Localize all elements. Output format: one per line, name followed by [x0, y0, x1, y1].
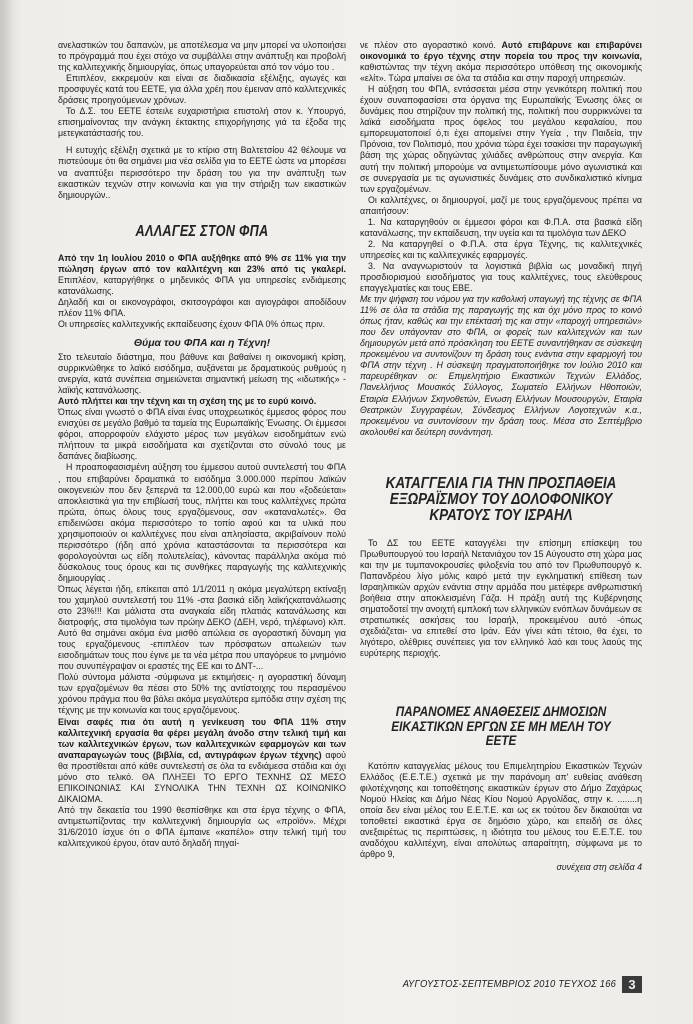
heading-line: ΕΞΩΡΑΪΣΜΟΥ ΤΟΥ ΔΟΛΟΦΟΝΙΚΟΥ	[389, 490, 613, 508]
paragraph: Επιπλέον, εκκρεμούν και είναι σε διαδικασία εξέλιξης, αγωγές και προσφυγές κατά του ΕΕΤΕ, για άλλα χρέη που έμειναν από καλλιτεχνικές δράσεις προηγούμενων χρόνων.	[58, 73, 346, 106]
paragraph: Οι καλλιτέχνες, οι δημιουργοί, μαζί με τους εργαζόμενους πρέπει να απαιτήσουν:	[360, 194, 642, 216]
paragraph: Η αύξηση του ΦΠΑ, εντάσσεται μέσα στην γενικότερη πολιτική που έχουν συναποφασίσει στα όργανα της Ευρωπαϊκής Ένωσης όλες οι δυνάμεις που στηρίζουν την πολιτική της, πολιτική που συρρικνώνει τα λαϊκά εισοδήματα προς όφελος του μεγάλου κεφαλαίου, που εμπορευματοποιεί ό,τι έχει απομείνει στην Υγεία , την Παιδεία, την Πρόνοια, τον Πολιτισμό, που χρόνια τώρα έχει τσακίσει την παραγωγική βάση της χώρας οδηγώντας χιλιάδες ανθρώπους στην ανεργία. Και αυτή την πολιτική μπορούμε να αντιμετωπίσουμε μόνο αγωνιστικά και σε συνεργασία με τις αγωνιστικές δυνάμεις στο συνδικαλιστικό κίνημα των εργαζομένων.	[360, 84, 642, 194]
paragraph-rest: αφού θα προστίθεται από κάθε συντελεστή σε όλα τα ενδιάμεσα στάδια και όχι μόνο στο τελικό. ΘΑ ΠΛΗΞΕΙ ΤΟ ΕΡΓΟ ΤΕΧΝΗΣ ΩΣ ΜΕΣΟ ΕΠΙΚΟΙΝΩΝΙΑΣ ΚΑΙ ΣΥΝΟΛΙΚΑ ΤΗΝ ΤΕΧΝΗ ΩΣ ΚΟΙΝΩΝΙΚΟ ΔΙΚΑΙΩΜΑ.	[58, 749, 347, 804]
paragraph: Η ευτυχής εξέλιξη σχετικά με το κτίριο στη Βαλτετσίου 42 θέλουμε να πιστεύουμε ότι θα σημάνει μια νέα σελίδα για το ΕΕΤΕ ώστε να μπορέσει να αναπτύξει περισσότερο την δράση του για την ανάπτυξη των εικαστικών τεχνών στην κοινωνία και για την στήριξη των εικαστικών δημιουργών..	[58, 145, 346, 200]
issue-info: ΑΥΓΟΥΣΤΟΣ-ΣΕΠΤΕΜΒΡΙΟΣ 2010 ΤΕΥΧΟΣ 166	[402, 978, 616, 990]
paragraph: 3. Να αναγνωριστούν τα λογιστικά βιβλία ως μοναδική πηγή προσδιορισμού εισοδήματος για τους καλλιτέχνες, τους ελεύθερους επαγγελματίες και τους ΕΒΕ.	[360, 260, 642, 294]
paragraph-bold: Αυτό πλήττει και την τέχνη και τη σχέση της με το ευρύ κοινό.	[58, 396, 317, 407]
paragraph	[360, 40, 642, 84]
binding-shadow	[0, 0, 14, 1024]
paragraph: 2. Να καταργηθεί ο Φ.Π.Α. στα έργα Τέχνης, τις καλλιτεχνικές υπηρεσίες και τις καλλιτεχνικές εφαρμογές.	[360, 238, 642, 260]
paragraph: Πολύ σύντομα μάλιστα -σύμφωνα με εκτιμήσεις- η αγοραστική δύναμη των εργαζομένων θα πέσει στο 50% της αντίστοιχης του περασμένου χρόνου πράγμα που θα βάλει ακόμα μεγαλύτερα εμπόδια στην σχέση της τέχνης με την κοινωνία και τους εργαζόμενους.	[58, 672, 346, 716]
paragraph-italic: Με την ψήφιση του νόμου για την καθολική υπαγωγή της τέχνης σε ΦΠΑ 11% σε όλα τα στάδια της παραγωγής της και όχι μόνο προς το κοινό όπως ήταν, καθώς και την επέκτασή της και στην «παροχή υπηρεσιών» που δεν υπάγονταν στο ΦΠΑ, οι φορείς των καλλιτεχνών και των δημιουργών μετά από πρόσκληση του ΕΕΤΕ συναντήθηκαν σε σύσκεψη προκειμένου να συντονίζουν τη δράση τους ενάντια στην εφαρμογή του ΦΠΑ στην τέχνη . Η σύσκεψη πραγματοποιήθηκε τον Ιούλιο 2010 και παρευρέθηκαν οι: Επιμελητήριο Εικαστικών Τεχνών Ελλάδος, Πανελλήνιος Μουσικός Σύλλογος, Σωματείο Ελλήνων Ηθοποιών, Εταιρία Ελλήνων Σκηνοθετών, Ενωση Ελλήνων Μουσουργών, Εταιρία Θεατρικών Συγγραφέων, Σύνδεσμος Ελλήνων Λογοτεχνών κ.α., προκειμένου να συντονίσουν την δράση τους. Μέσα στο Σεπτέμβριο ακολουθεί και δεύτερη συνάντηση.	[360, 294, 642, 437]
paragraph: Όπως είναι γνωστό ο ΦΠΑ είναι ένας υποχρεωτικός έμμεσος φόρος που ενισχύει σε μεγάλο βαθμό τα ταμεία της Ευρωπαϊκής Ένωσης. Οι έμμεσοι φόροι, απορροφούν ελάχιστο μέρος των μεγάλων εισοδημάτων ενώ πλήττουν τα μικρά εισοδήματα και σχετίζονται στο σύνολό τους με δαπάνες διαβίωσης.	[58, 407, 346, 462]
page-footer	[360, 975, 642, 993]
paragraph: Στο τελευταίο διάστημα, που βάθυνε και βαθαίνει η οικονομική κρίση, συρρικνώθηκε το λαϊκό εισόδημα, αυξάνεται με δραματικούς ρυθμούς η ανεργία, κατά συνέπεια σημειώνεται σημαντική μείωση της «ιδωτικής» - λαϊκής κατανάλωσης.	[58, 351, 346, 396]
paragraph-rest: καθιστώντας την τέχνη ακόμα περισσότερο υπόθεση της οικονομικής «ελίτ». Τώρα μπαίνει σε όλα τα στάδια και στην παροχή υπηρεσιών.	[360, 62, 642, 84]
paragraph: Οι υπηρεσίες καλλιτεχνικής εκπαίδευσης έχουν ΦΠΑ 0% όπως πριν.	[58, 318, 326, 329]
right-column	[360, 40, 642, 872]
paragraph: Το ΔΣ του ΕΕΤΕ καταγγέλει την επίσημη επίσκεψη του Πρωθυπουργού του Ισραήλ Νετανιάχου τον 15 Αύγουστο στη χώρα μας και την με τυμπανοκρουσίες φιλοξενία του από τον Πρωθυπουργό κ. Παπανδρέου λίγο μόλις καιρό μετά την εγκληματική επίθεση των Ισραηλιτικών αρχών ενάντια στην αρμάδα που μετέφερε ανθρωπιστική βοήθεια στην αποκλεισμένη Γάζα. Η πράξη αυτή της Κυβέρνησης σηματοδοτεί την ανοιχτή εμπλοκή των ελληνικών ενόπλων δυνάμεων σε στρατιωτικές ασκήσεις του Ισραήλ, προκειμένου αυτό -όπως σχεδιάζεται- να επιτεθεί στο Ιράν. Εάν γίνει κάτι τέτοιο, θα έχει, το λιγότερο, ολέθριες συνέπειες για τον ελληνικό λαό και τους λαούς της ευρύτερης περιοχής.	[360, 537, 642, 659]
page-number: 3	[622, 976, 642, 993]
paragraph	[58, 717, 346, 805]
paragraph-start: νε πλέον στο αγοραστικό κοινό.	[360, 40, 502, 50]
left-column	[58, 40, 346, 849]
paragraph: Η προαποφασισμένη αύξηση του έμμεσου αυτού συντελεστή του ΦΠΑ , που επιβαρύνει δραματικά το εισόδημα 3.000.000 περίπου λαϊκών οικογενειών που δεν ξεπερνά τα 12.000,00 ευρώ και που «ξοδεύεται» αποκλειστικά για την επιβίωσή τους, πλήττει και τους καλλιτέχνες πρώτα πρώτα, όπως όλους τους εργαζόμενους, σαν «καταναλωτές». Θα επιδεινώσει ακόμα περισσότερο το τοπίο αφού και τα υλικά που χρησιμοποιούν οι καλλιτέχνες που είναι απλησίαστα, ακριβαίνουν πολύ περισσότερο (ήδη από χρόνια καταστάσονται τα περισσότερα και φορολογούνται ως είδη πολυτελείας), κάνοντας παράλληλα ακόμα πιό δύσκολους τους όρους και τις συνθήκες παραγωγής της καλλιτεχνικής δημιουργίας .	[58, 462, 346, 583]
heading-line: ΠΑΡΑΝΟΜΕΣ ΑΝΑΘΕΣΕΙΣ ΔΗΜΟΣΙΩΝ	[395, 704, 607, 721]
heading-line: ΚΡΑΤΟΥΣ ΤΟΥ ΙΣΡΑΗΛ	[429, 506, 573, 524]
heading-line: ΕΙΚΑΣΤΙΚΩΝ ΕΡΓΩΝ ΣΕ ΜΗ ΜΕΛΗ ΤΟΥ ΕΕΤΕ	[391, 718, 611, 750]
paragraph: Δηλαδή και οι εικονογράφοι, σκιτσογράφοι και αγιογράφοι αποδίδουν πλέον 11% ΦΠΑ.	[58, 296, 346, 318]
bold-lead: Αυτό επιβάρυνε και επιβαρύνει οικονομικά το έργο τέχνης στην πορεία του προς την κοινωνία,	[360, 40, 642, 62]
paragraph: Κατόπιν καταγγελίας μέλους του Επιμελητηρίου Εικαστικών Τεχνών Ελλάδος (Ε.Ε.Τ.Ε.) σχετικά με την παράνομη απ' ευθείας ανάθεση φιλοτέχνησης και τοποθέτησης εικαστικών έργων στο Δήμο Ζαχάρως Νομού Ηλείας και Δήμο Νέας Κίου Νομού Αργολίδας, στην κ. ........η οποία δεν είναι μέλος του Ε.Ε.Τ.Ε. και ως εκ τούτου δεν δικαιούται να τοποθετεί εικαστικά έργα σε δημόσιο χώρο, και επειδή σε όλες ανεξαιρέτως τις περιπτώσεις, η ιδιότητα του μέλους του Ε.Ε.Τ.Ε. του αναδόχου καλλιτέχνη, είναι απολύτως απαραίτητη, σύμφωνα με το άρθρο 9,	[360, 760, 642, 860]
heading-illegal-assignments	[384, 705, 618, 749]
paragraph: Το Δ.Σ. του ΕΕΤΕ έστειλε ευχαριστήρια επιστολή στον κ. Υπουργό, επισημαίνοντας την ανάγκη έκτακτης επιχορήγησης γιά τα έξοδα της μετεγκατάστασής του.	[58, 106, 346, 139]
heading-vat-changes: ΑΛΛΑΓΕΣ ΣΤΟΝ ΦΠΑ	[135, 222, 269, 240]
paragraph: Από την δεκαετία του 1990 θεσπίσθηκε και στα έργα τέχνης ο ΦΠΑ, αντιμετωπίζοντας την καλλιτεχνική δημιουργία ως «προϊόν». Μέχρι 31/6/2010 ίσχυε ότι ο ΦΠΑ έμπαινε «καπέλο» στην τελική τιμή του καλλιτεχνικού έργου, όταν αυτό δηλαδή πηγαί-	[58, 804, 346, 849]
paragraph	[58, 253, 346, 297]
paragraph: Όπως λέγεται ήδη, επίκειται από 1/1/2011 η ακόμα μεγαλύτερη εκτίναξη του χαμηλού συντελεστή του 11% -στα βασικά είδη λαϊκήςκατανάλωσης στο 23%!!! Και μάλιστα στα αναγκαία είδη πλατιάς κατανάλωσης και διατροφής, στα τιμολόγια των πρώην ΔΕΚΟ (ΔΕΗ, νερό, τηλέφωνο) κλπ. Αυτό θα σημάνει ακόμα ένα μισθό απώλεια σε αγοραστική δύναμη για τους εργαζόμενους -επιπλέον των πρόσφατων απωλειών των εισοδημάτων τους που έγινε με τα νέα μέτρα που υπαγόρευε το μνημόνιο που συνυπέγραψαν οι εραστές της ΕΕ και το ΔΝΤ-...	[58, 583, 346, 672]
continued-note: συνέχεια στη σελίδα 4	[556, 862, 642, 873]
paragraph: ανελαστικών του δαπανών, με αποτέλεσμα να μην μπορεί να υλοποιήσει το πρόγραμμά που έχει στόχο να συμβάλλει στην ανάπτυξη και προβολή της καλλιτεχνικής δημιουργίας, όπως υπαγορεύεται από τον νόμο του .	[58, 40, 346, 73]
heading-line: ΚΑΤΑΓΓΕΛΙΑ ΓΙΑ ΤΗΝ ΠΡΟΣΠΑΘΕΙΑ	[385, 474, 617, 492]
bold-lead: Από την 1η Ιουλίου 2010 ο ΦΠΑ αυξήθηκε από 9% σε 11% για την πώληση έργων από τον καλλιτέχνη και 23% από τις γκαλερί.	[58, 252, 346, 274]
bold-lead: Είναι σαφές πια ότι αυτή η γενίκευση του ΦΠΑ 11% στην καλλιτεχνική εργασία θα φέρει μεγάλη άνοδο στην τελική τιμή και των καλλιτεχνικών έργων, των καλλιτεχνικών εφαρμογών και των αναπαραγωγών τους (βιβλία, cd, αντιγράφων έργων τέχνης)	[58, 716, 346, 760]
heading-israel	[383, 476, 620, 524]
paragraph-rest: Επιπλέον, καταργήθηκε ο μηδενικός ΦΠΑ για υπηρεσίες ενδιάμεσης κατανάλωσης.	[58, 274, 346, 296]
paragraph: 1. Να καταργηθούν οι έμμεσοι φόροι και Φ.Π.Α. στα βασικά είδη κατανάλωσης, την εκπαίδευση, την υγεία και τα τιμολόγια των ΔΕΚΟ	[360, 216, 642, 238]
subheading-vat-victim: Θύμα του ΦΠΑ και η Τέχνη!	[133, 336, 271, 349]
